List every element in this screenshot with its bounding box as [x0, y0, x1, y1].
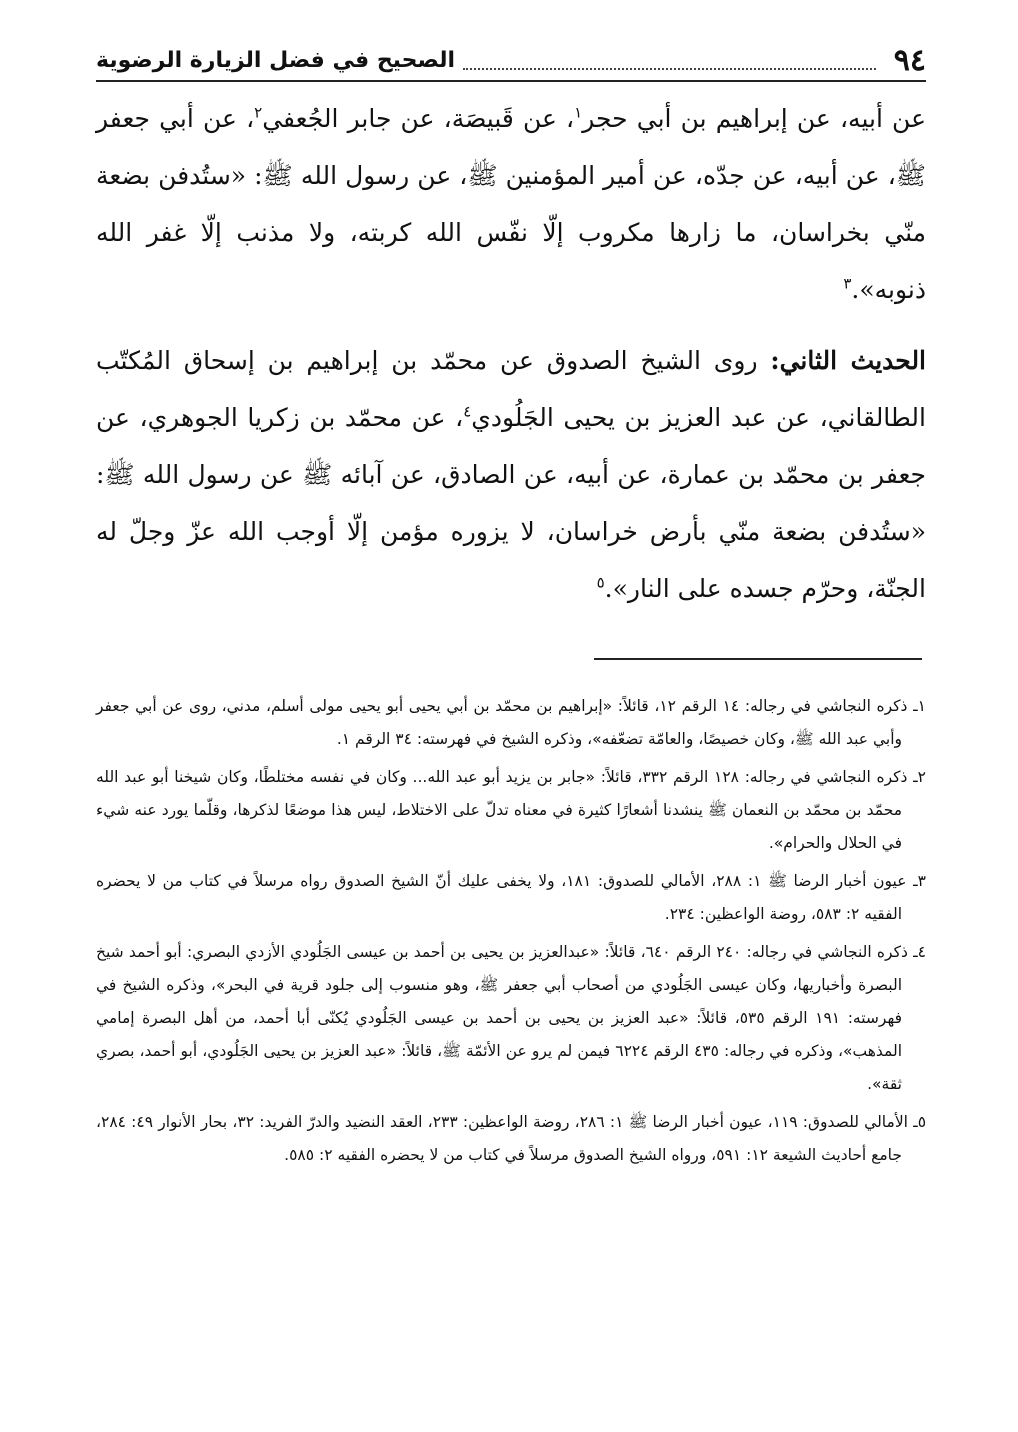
paragraph-1-text-c: ، عن أبي جعفر ﷺ، عن أبيه، عن جدّه، عن أمير المؤمنين ﷺ، عن رسول الله ﷺ: «ستُدفن بضعة منّي بخراسان، ما زارها مكروب إلّا نفّس الله كربته، ولا مذنب إلّا غفر الله ذنوبه».: [96, 104, 926, 304]
paragraph-2-text-a: روى الشيخ الصدوق عن محمّد بن إبراهيم بن إسحاق المُكتّب الطالقاني، عن عبد العزيز بن يحيى الجَلُودي: [96, 346, 926, 432]
footnote-separator: [594, 658, 922, 660]
footnote-1: ١ـ ذكره النجاشي في رجاله: ١٤ الرقم ١٢، قائلاً: «إبراهيم بن محمّد بن أبي يحيى أبو يحيى مولى أسلم، مدني، روى عن أبي جعفر وأبي عبد الله ﷺ، وكان خصيصًا، والعامّة تضعّفه»، وذكره الشيخ في فهرسته: ٣٤ الرقم ١.: [96, 697, 926, 748]
header-dotted-leader: [463, 50, 876, 70]
footnote-ref-1: ١: [574, 103, 583, 122]
running-title: الصحيح في فضل الزيارة الرضوية: [96, 47, 455, 73]
footnote-ref-4: ٤: [463, 402, 472, 421]
main-text: [96, 90, 926, 617]
paragraph-1-text-a: عن أبيه، عن إبراهيم بن أبي حجر: [582, 104, 926, 133]
footnote-2: ٢ـ ذكره النجاشي في رجاله: ١٢٨ الرقم ٣٣٢، قائلاً: «جابر بن يزيد أبو عبد الله... وكان في نفسه مختلطًا، وكان شيخنا أبو عبد الله محمّد بن محمّد بن النعمان ﷺ ينشدنا أشعارًا كثيرة في معناه تدلّ على الاختلاط، ليس هذا موضعًا لذكرها، وقلّما يورد عنه شيء في الحلال والحرام».: [96, 768, 926, 852]
page-header: [96, 40, 926, 82]
paragraph-2-lead: الحديث الثاني:: [770, 346, 927, 375]
paragraph-2-text-b: ، عن محمّد بن زكريا الجوهري، عن جعفر بن محمّد بن عمارة، عن أبيه، عن الصادق، عن آبائه ﷺ عن رسول الله ﷺ: «ستُدفن بضعة منّي بأرض خراسان، لا يزوره مؤمن إلّا أوجب الله عزّ وجلّ له الجنّة، وحرّم جسده على النار».: [96, 403, 926, 603]
paragraph-1: [96, 90, 926, 318]
footnote-4: ٤ـ ذكره النجاشي في رجاله: ٢٤٠ الرقم ٦٤٠، قائلاً: «عبدالعزيز بن يحيى بن أحمد بن عيسى الجَلُودي الأزدي البصري: أبو أحمد شيخ البصرة وأخباريها، وكان عيسى الجَلُودي من أصحاب أبي جعفر ﷺ، وهو منسوب إلى جلود قرية في البحر»، وذكره الشيخ في فهرسته: ١٩١ الرقم ٥٣٥، قائلاً: «عبد العزيز بن يحيى بن أحمد بن عيسى الجَلُودي يُكنّى أبا أحمد، من أهل البصرة إمامي المذهب»، وذكره في رجاله: ٤٣٥ الرقم ٦٢٢٤ فيمن لم يرو عن الأئمّة ﷺ، قائلاً: «عبد العزيز بن يحيى الجَلُودي، أبو أحمد، بصري ثقة».: [96, 943, 926, 1093]
footnotes: [96, 690, 926, 1177]
footnote-5: ٥ـ الأمالي للصدوق: ١١٩، عيون أخبار الرضا ﷺ ١: ٢٨٦، روضة الواعظين: ٢٣٣، العقد النضيد والدرّ الفريد: ٣٢، بحار الأنوار ٤٩: ٢٨٤، جامع أحاديث الشيعة ١٢: ٥٩١، ورواه الشيخ الصدوق مرسلاً في كتاب من لا يحضره الفقيه ٢: ٥٨٥.: [96, 1113, 927, 1164]
paragraph-1-text-b: ، عن قَبيصَة، عن جابر الجُعفي: [262, 104, 575, 133]
page-number: ٩٤: [893, 42, 926, 78]
footnote-ref-3: ٣: [843, 274, 852, 293]
footnote-ref-5: ٥: [596, 573, 605, 592]
footnote-3: ٣ـ عيون أخبار الرضا ﷺ ١: ٢٨٨، الأمالي للصدوق: ١٨١، ولا يخفى عليك أنّ الشيخ الصدوق رواه مرسلاً في كتاب من لا يحضره الفقيه ٢: ٥٨٣، روضة الواعظين: ٢٣٤.: [96, 872, 926, 923]
footnote-ref-2: ٢: [254, 103, 263, 122]
paragraph-2: [96, 332, 926, 617]
